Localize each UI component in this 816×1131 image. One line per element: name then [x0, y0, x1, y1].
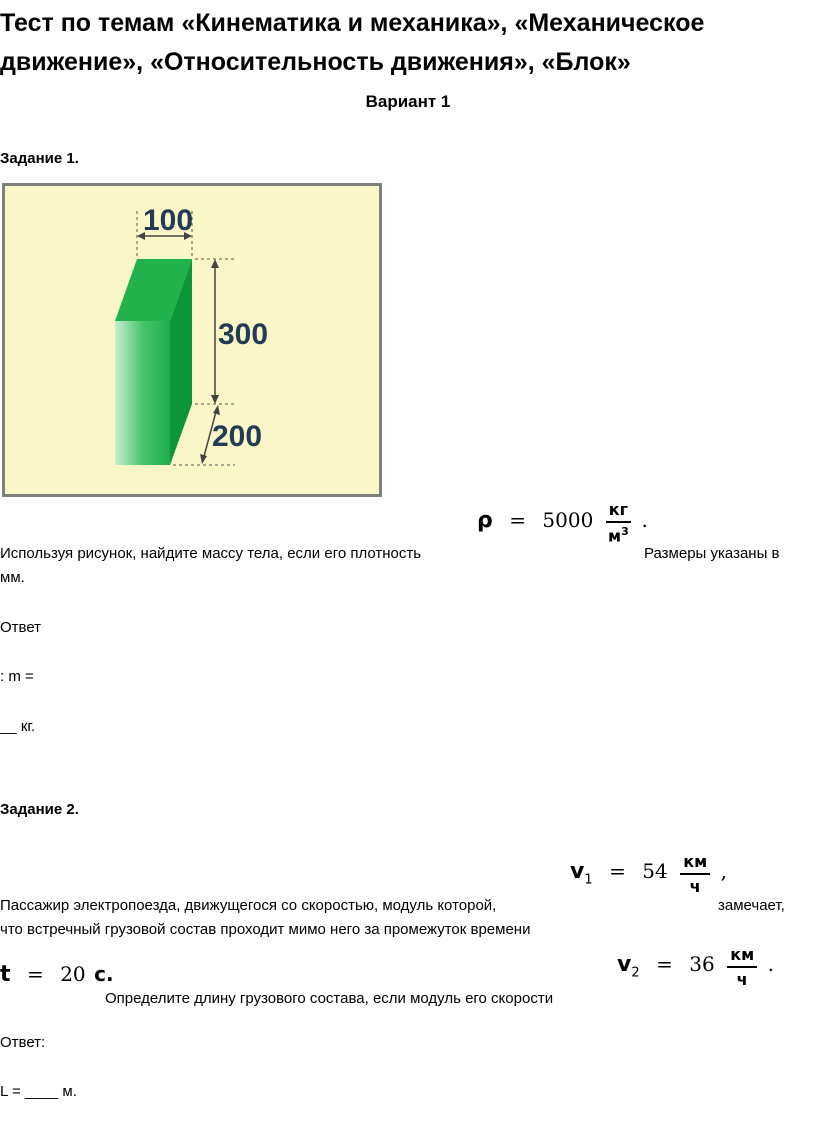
v2-unit: $\frac{км}{ч}$: [727, 945, 757, 989]
rho-symbol: ρ: [477, 507, 493, 533]
block-front-face: [115, 321, 170, 465]
density-value: 5000: [542, 507, 594, 532]
task1-heading: Задание 1.: [0, 150, 79, 167]
title-line-2: движение», «Относительность движения», «Блок»: [0, 48, 631, 76]
density-formula: ρ = 5000 $\frac{кг}{м^3}$ .: [477, 500, 648, 546]
width-label: 100: [143, 204, 194, 237]
task1-answer-label: Ответ: [0, 619, 42, 636]
depth-label: 200: [212, 420, 263, 453]
task2-line3: Определите длину грузового состава, если модуль его скорости: [105, 990, 554, 1007]
task2-heading: Задание 2.: [0, 801, 79, 818]
density-unit: $\frac{кг}{м^3}$: [606, 500, 631, 545]
task2-answer-line: L = ____ м.: [0, 1083, 77, 1100]
v1-formula: $v_1 = 54$ $\frac{км}{ч}$ ,: [570, 852, 727, 896]
t-formula: t = 20 с.: [0, 962, 114, 987]
title-line-1: Тест по темам «Кинематика и механика», «Механическое: [0, 9, 705, 37]
v1-unit: $\frac{км}{ч}$: [680, 852, 710, 896]
variant-heading: Вариант 1: [365, 92, 451, 111]
task1-text-cont: мм.: [0, 569, 25, 586]
task2-answer-label: Ответ:: [0, 1034, 46, 1051]
task1-answer-line: : m =: [0, 668, 34, 685]
task1-text-after: Размеры указаны в: [644, 545, 780, 562]
block-figure: [2, 183, 382, 497]
height-label: 300: [218, 318, 269, 351]
task1-answer-unit: __ кг.: [0, 718, 36, 735]
equals-sign: =: [509, 507, 526, 532]
task2-line1: Пассажир электропоезда, движущегося со скоростью, модуль которой,: [0, 897, 497, 914]
task1-text: Используя рисунок, найдите массу тела, если его плотность: [0, 545, 422, 562]
task2-line2: что встречный грузовой состав проходит мимо него за промежуток времени: [0, 921, 531, 938]
v2-formula: $v_2 = 36$ $\frac{км}{ч}$ .: [617, 945, 774, 989]
block-diagram: [5, 186, 379, 494]
task2-line1-after: замечает,: [718, 897, 785, 914]
document-title: [0, 4, 816, 82]
